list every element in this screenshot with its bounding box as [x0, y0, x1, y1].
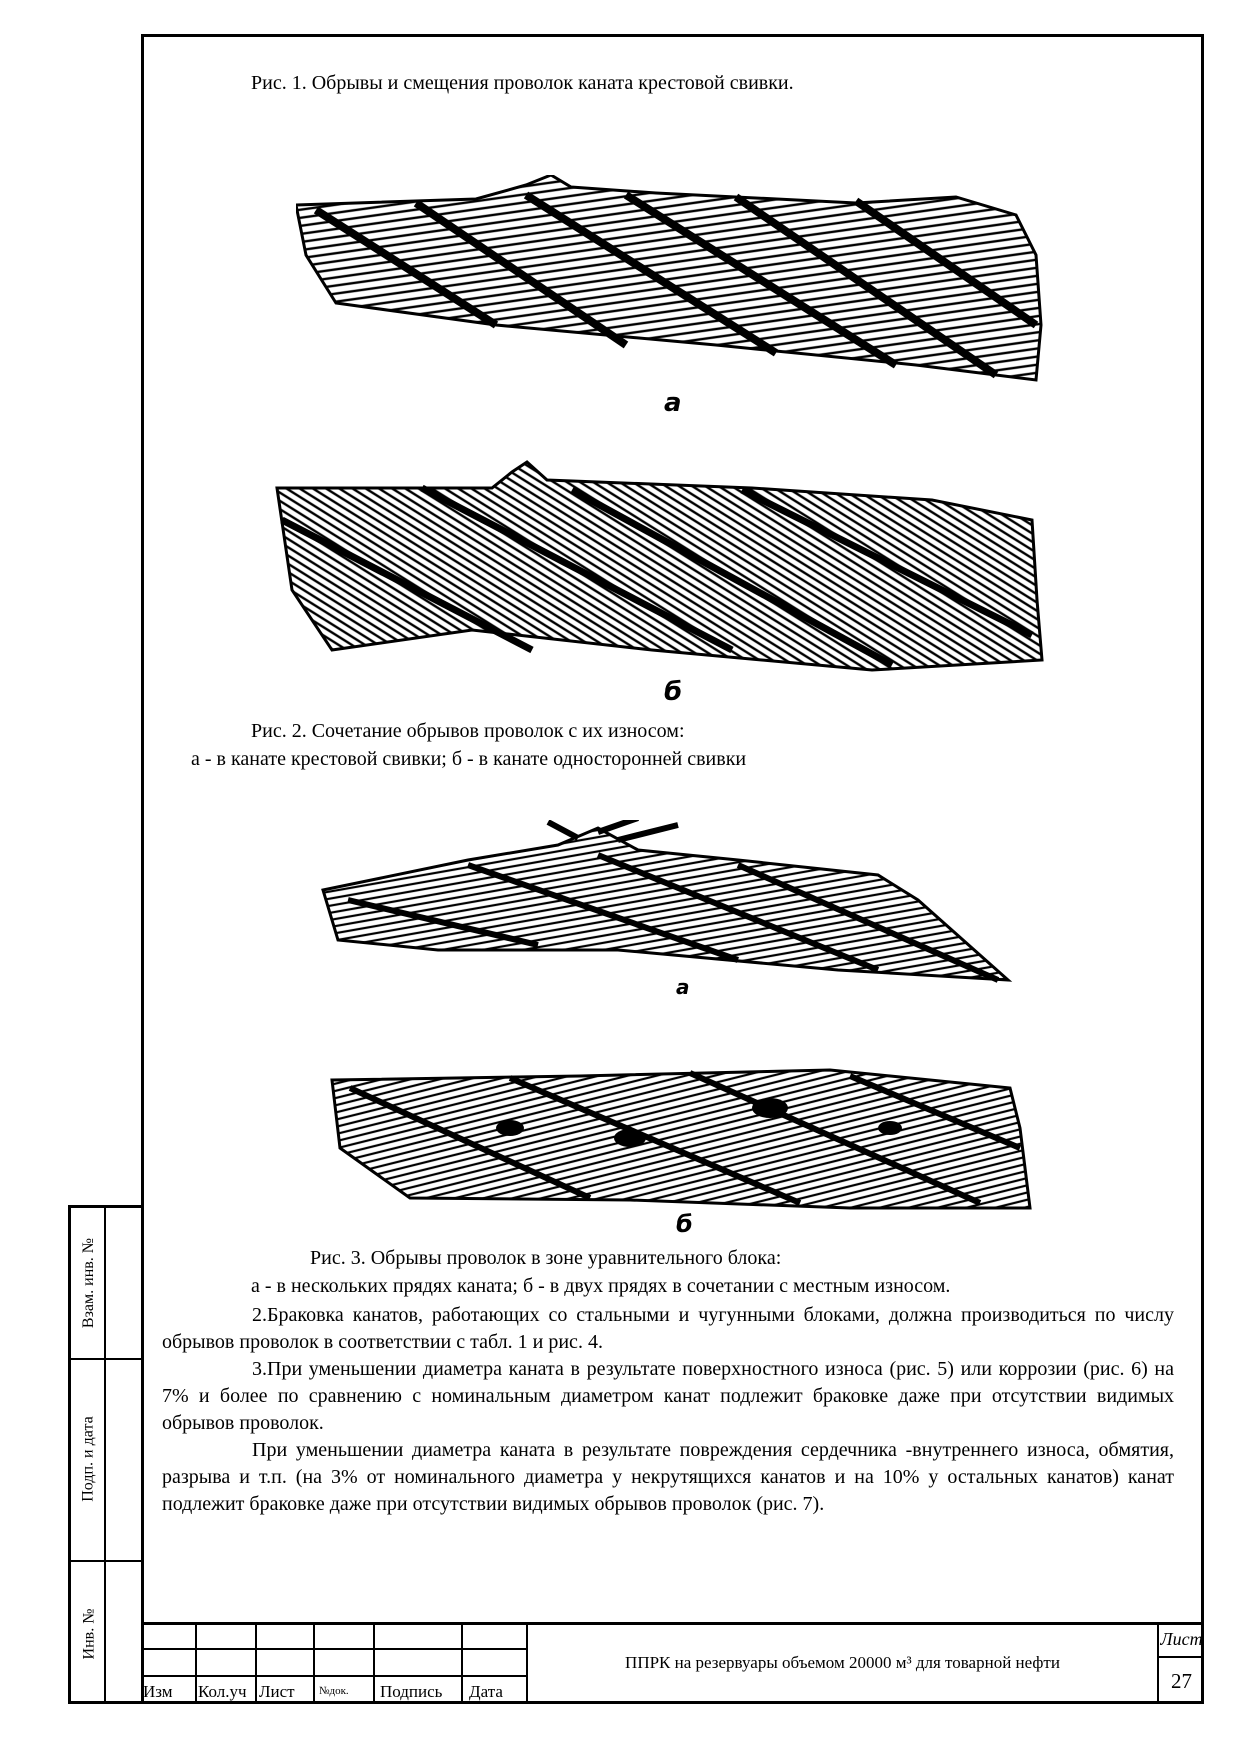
fig3-caption-line2: а - в нескольких прядях каната; б - в двух прядях в сочетании с местным износом. [251, 1275, 951, 1297]
sheet-number: 27 [1157, 1658, 1204, 1704]
side-label-podp-data: Подп. и дата [80, 1416, 98, 1502]
side-label-vzam-inv: Взам. инв. № [80, 1237, 98, 1329]
fig3-caption-line1: Рис. 3. Обрывы проволок в зоне уравнительного блока: [310, 1247, 782, 1269]
fig2-rope-illustration-b [272, 460, 1062, 675]
fig3-letter-a: а [676, 975, 690, 999]
col-list: Лист [259, 1682, 295, 1701]
fig3-rope-illustration-b [330, 1068, 1035, 1218]
col-izm: Изм [143, 1682, 173, 1701]
paragraph-4: При уменьшении диаметра каната в результате повреждения сердечника -внутреннего износа, обмятия, разрыва и т.п. (на 3% от номинального диаметра у некрутящихся канатов и на 10% у остальных канатов) канат подлежит браковке даже при отсутствии видимых обрывов проволок (рис. 7). [162, 1439, 1174, 1515]
fig1-rope-illustration-a [296, 175, 1066, 385]
title-block [141, 1622, 1204, 1704]
col-podpis: Подпись [380, 1682, 443, 1701]
fig1-letter-a: а [664, 388, 682, 418]
side-label-inv-no: Инв. № [80, 1608, 97, 1659]
paragraph-2: 2.Браковка канатов, работающих со стальными и чугунными блоками, должна производиться по числу обрывов проволок в соответствии с табл. 1 и рис. 4. [162, 1304, 1174, 1353]
fig1-caption: Рис. 1. Обрывы и смещения проволок каната крестовой свивки. [251, 72, 794, 94]
side-stamp-strip [68, 1205, 144, 1704]
fig2-caption-line1: Рис. 2. Сочетание обрывов проволок с их износом: [251, 720, 685, 742]
fig3-rope-illustration-a [318, 820, 1018, 995]
fig2-caption-line2: а - в канате крестовой свивки; б - в канате односторонней свивки [191, 748, 747, 770]
paragraph-3: 3.При уменьшении диаметра каната в результате поверхностного износа (рис. 5) или коррозии (рис. 6) на 7% и более по сравнению с номинальным диаметром канат подлежит браковке даже при отсутствии видимых обрывов проволок. [162, 1358, 1174, 1434]
sheet-label: Лист [1157, 1622, 1204, 1658]
col-kol-uch: Кол.уч [198, 1682, 247, 1701]
body-text [162, 1302, 1174, 1518]
document-title: ППРК на резервуары объемом 20000 м³ для товарной нефти [625, 1653, 1060, 1672]
fig3-letter-b: б [676, 1210, 693, 1238]
col-data: Дата [469, 1682, 503, 1701]
col-n-dok: №док. [319, 1685, 349, 1697]
fig2-letter-b: б [664, 677, 683, 707]
